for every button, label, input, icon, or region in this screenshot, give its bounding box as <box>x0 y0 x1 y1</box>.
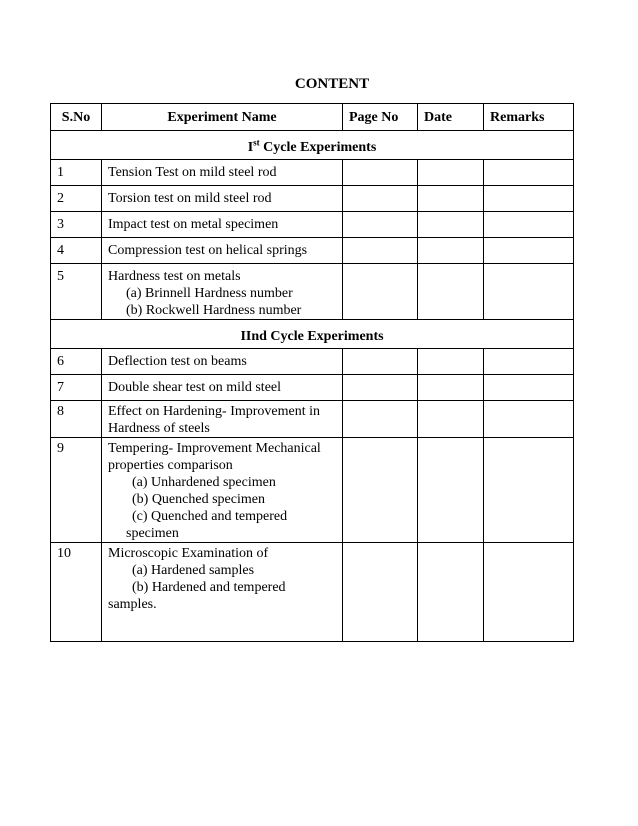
table-row <box>51 212 574 238</box>
table-row <box>51 186 574 212</box>
section-1-rest: Cycle Experiments <box>259 139 377 155</box>
row-date <box>418 349 484 375</box>
row-page-no <box>343 349 418 375</box>
experiment-line: Compression test on helical springs <box>108 243 308 258</box>
experiment-subline: (b) Quenched specimen <box>132 492 265 507</box>
header-sno: S.No <box>51 104 102 131</box>
header-page-no: Page No <box>343 104 418 131</box>
contents-table <box>50 103 574 642</box>
row-date <box>418 438 484 543</box>
section-row-cycle-2 <box>51 320 574 349</box>
row-date <box>418 238 484 264</box>
row-remarks <box>484 401 574 438</box>
table-row <box>51 160 574 186</box>
experiment-line: Tempering- Improvement Mechanical <box>108 441 321 456</box>
row-page-no <box>343 438 418 543</box>
header-experiment-name: Experiment Name <box>102 104 343 131</box>
row-page-no <box>343 264 418 320</box>
row-remarks <box>484 238 574 264</box>
table-row <box>51 438 574 543</box>
experiment-subline: (a) Hardened samples <box>132 563 255 578</box>
table-row <box>51 264 574 320</box>
experiment-line: Impact test on metal specimen <box>108 217 279 232</box>
row-sno: 4 <box>51 238 102 264</box>
row-remarks <box>484 186 574 212</box>
experiment-line: samples. <box>108 597 157 612</box>
row-sno: 8 <box>51 401 102 438</box>
row-remarks <box>484 212 574 238</box>
row-sno: 2 <box>51 186 102 212</box>
row-remarks <box>484 160 574 186</box>
table-row <box>51 238 574 264</box>
row-date <box>418 375 484 401</box>
section-heading-cycle-1 <box>51 131 574 160</box>
row-experiment-name <box>102 160 343 186</box>
row-sno: 1 <box>51 160 102 186</box>
experiment-subline: (a) Brinnell Hardness number <box>126 286 293 301</box>
row-date <box>418 160 484 186</box>
row-experiment-name <box>102 186 343 212</box>
experiment-line: Effect on Hardening- Improvement in <box>108 404 321 419</box>
row-date <box>418 212 484 238</box>
experiment-line: Deflection test on beams <box>108 354 247 369</box>
row-sno: 5 <box>51 264 102 320</box>
row-page-no <box>343 543 418 642</box>
table-row <box>51 349 574 375</box>
experiment-subline: (c) Quenched and tempered <box>132 509 288 524</box>
section-1-sup: st <box>253 136 260 147</box>
row-experiment-name <box>102 212 343 238</box>
experiment-line: Tension Test on mild steel rod <box>108 165 277 180</box>
row-remarks <box>484 264 574 320</box>
row-sno: 7 <box>51 375 102 401</box>
experiment-line: Double shear test on mild steel <box>108 380 282 395</box>
experiment-line: Torsion test on mild steel rod <box>108 191 272 206</box>
row-date <box>418 401 484 438</box>
row-date <box>418 543 484 642</box>
table-row <box>51 543 574 642</box>
table-row <box>51 401 574 438</box>
row-page-no <box>343 160 418 186</box>
row-experiment-name <box>102 401 343 438</box>
row-sno: 6 <box>51 349 102 375</box>
table-row <box>51 375 574 401</box>
row-sno: 9 <box>51 438 102 543</box>
experiment-line: properties comparison <box>108 458 233 473</box>
section-row-cycle-1 <box>51 131 574 160</box>
row-remarks <box>484 543 574 642</box>
row-sno: 10 <box>51 543 102 642</box>
experiment-line: Hardness of steels <box>108 421 210 436</box>
page-title: CONTENT <box>294 76 370 92</box>
experiment-line: Microscopic Examination of <box>108 546 269 561</box>
row-page-no <box>343 238 418 264</box>
row-date <box>418 264 484 320</box>
row-remarks <box>484 349 574 375</box>
experiment-subline: (a) Unhardened specimen <box>132 475 276 490</box>
section-1-main: I <box>247 139 254 155</box>
row-experiment-name <box>102 375 343 401</box>
row-remarks <box>484 375 574 401</box>
row-experiment-name <box>102 264 343 320</box>
row-experiment-name <box>102 349 343 375</box>
row-page-no <box>343 375 418 401</box>
row-experiment-name <box>102 543 343 642</box>
row-page-no <box>343 401 418 438</box>
row-experiment-name <box>102 438 343 543</box>
experiment-subline: specimen <box>126 526 179 541</box>
row-remarks <box>484 438 574 543</box>
row-page-no <box>343 212 418 238</box>
section-heading-cycle-2: IInd Cycle Experiments <box>51 320 574 349</box>
row-sno: 3 <box>51 212 102 238</box>
row-page-no <box>343 186 418 212</box>
header-date: Date <box>418 104 484 131</box>
header-remarks: Remarks <box>484 104 574 131</box>
row-date <box>418 186 484 212</box>
experiment-line: Hardness test on metals <box>108 269 241 284</box>
experiment-subline: (b) Hardened and tempered <box>132 580 286 595</box>
header-row <box>51 104 574 131</box>
row-experiment-name <box>102 238 343 264</box>
experiment-subline: (b) Rockwell Hardness number <box>126 303 302 318</box>
